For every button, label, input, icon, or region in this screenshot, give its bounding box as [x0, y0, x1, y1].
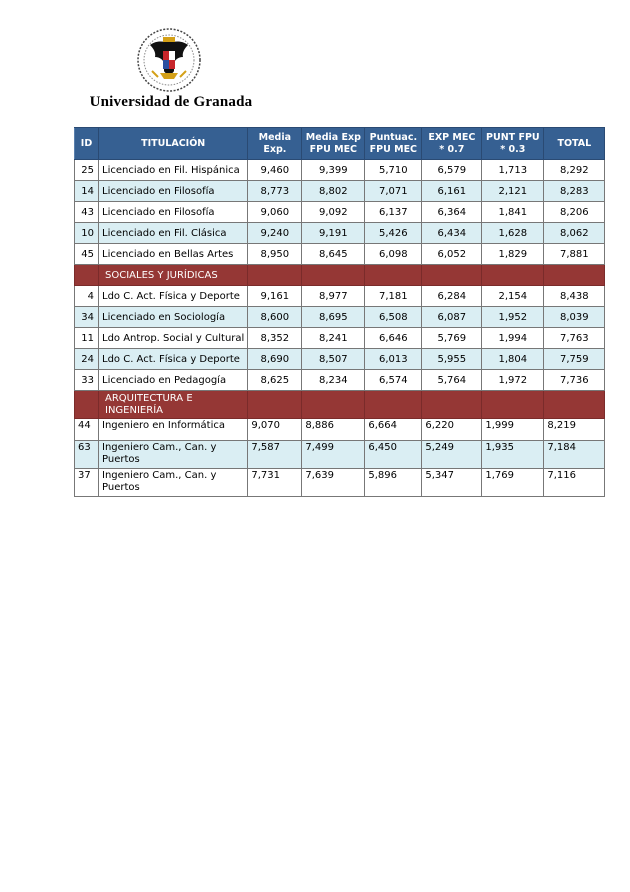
cell-media-exp: 8,773 [248, 181, 302, 202]
cell-media-exp: 9,240 [248, 223, 302, 244]
table-row [75, 223, 605, 244]
cell-id: 14 [75, 181, 99, 202]
column-header-id: ID [75, 128, 99, 160]
cell-punt-fpu-03: 1,935 [482, 441, 544, 469]
university-logo [86, 25, 256, 115]
cell-total: 8,438 [544, 286, 605, 307]
cell-titulacion: Ldo Antrop. Social y Cultural [99, 328, 248, 349]
cell-puntuac-fpu: 6,664 [365, 419, 422, 441]
column-header-punt-fpu-03: PUNT FPU * 0.3 [482, 128, 544, 160]
table-row [75, 181, 605, 202]
cell-media-exp: 8,690 [248, 349, 302, 370]
cell-exp-mec-07: 6,579 [422, 160, 482, 181]
cell-exp-mec-07: 6,284 [422, 286, 482, 307]
cell-id: 45 [75, 244, 99, 265]
cell-titulacion: Licenciado en Bellas Artes [99, 244, 248, 265]
cell-media-exp-fpu: 7,499 [302, 441, 365, 469]
column-header-titulacion: TITULACIÓN [99, 128, 248, 160]
cell-puntuac-fpu: 7,181 [365, 286, 422, 307]
cell-id: 63 [75, 441, 99, 469]
cell-media-exp: 7,587 [248, 441, 302, 469]
cell-media-exp: 9,060 [248, 202, 302, 223]
cell-titulacion: Licenciado en Fil. Clásica [99, 223, 248, 244]
section-cell [302, 391, 365, 419]
cell-media-exp: 8,950 [248, 244, 302, 265]
section-cell [544, 391, 605, 419]
cell-media-exp: 8,600 [248, 307, 302, 328]
cell-total: 8,292 [544, 160, 605, 181]
cell-media-exp: 8,625 [248, 370, 302, 391]
cell-id: 10 [75, 223, 99, 244]
cell-punt-fpu-03: 1,829 [482, 244, 544, 265]
cell-media-exp-fpu: 8,695 [302, 307, 365, 328]
university-seal-icon [136, 27, 202, 93]
cell-titulacion: Ldo C. Act. Física y Deporte [99, 349, 248, 370]
cell-puntuac-fpu: 5,426 [365, 223, 422, 244]
section-header-row [75, 391, 605, 419]
cell-titulacion: Licenciado en Filosofía [99, 181, 248, 202]
section-cell [302, 265, 365, 286]
cell-media-exp-fpu: 9,399 [302, 160, 365, 181]
cell-total: 8,039 [544, 307, 605, 328]
cell-total: 8,062 [544, 223, 605, 244]
table-row [75, 286, 605, 307]
section-label: SOCIALES Y JURÍDICAS [99, 265, 248, 286]
section-cell [365, 265, 422, 286]
cell-exp-mec-07: 5,955 [422, 349, 482, 370]
cell-titulacion: Licenciado en Pedagogía [99, 370, 248, 391]
cell-exp-mec-07: 5,249 [422, 441, 482, 469]
section-cell [422, 391, 482, 419]
cell-media-exp: 9,460 [248, 160, 302, 181]
section-label: ARQUITECTURA E INGENIERÍA [99, 391, 248, 419]
cell-puntuac-fpu: 5,710 [365, 160, 422, 181]
cell-titulacion: Licenciado en Filosofía [99, 202, 248, 223]
cell-punt-fpu-03: 2,154 [482, 286, 544, 307]
cell-puntuac-fpu: 5,896 [365, 469, 422, 497]
cell-punt-fpu-03: 1,972 [482, 370, 544, 391]
cell-punt-fpu-03: 1,952 [482, 307, 544, 328]
cell-punt-fpu-03: 1,713 [482, 160, 544, 181]
cell-titulacion: Ingeniero Cam., Can. y Puertos [99, 441, 248, 469]
cell-puntuac-fpu: 6,137 [365, 202, 422, 223]
section-cell [248, 391, 302, 419]
cell-exp-mec-07: 6,087 [422, 307, 482, 328]
cell-titulacion: Licenciado en Fil. Hispánica [99, 160, 248, 181]
cell-punt-fpu-03: 1,841 [482, 202, 544, 223]
cell-punt-fpu-03: 1,769 [482, 469, 544, 497]
table-row [75, 244, 605, 265]
cell-id: 37 [75, 469, 99, 497]
column-header-total: TOTAL [544, 128, 605, 160]
cell-total: 8,219 [544, 419, 605, 441]
cell-puntuac-fpu: 6,508 [365, 307, 422, 328]
cell-media-exp-fpu: 9,092 [302, 202, 365, 223]
table-row [75, 349, 605, 370]
cell-media-exp-fpu: 9,191 [302, 223, 365, 244]
cell-puntuac-fpu: 6,098 [365, 244, 422, 265]
cell-id: 11 [75, 328, 99, 349]
cell-media-exp-fpu: 8,234 [302, 370, 365, 391]
cell-titulacion: Ingeniero Cam., Can. y Puertos [99, 469, 248, 497]
section-cell [365, 391, 422, 419]
cell-titulacion: Ldo C. Act. Física y Deporte [99, 286, 248, 307]
cell-puntuac-fpu: 6,646 [365, 328, 422, 349]
table-row [75, 160, 605, 181]
cell-media-exp: 9,161 [248, 286, 302, 307]
cell-total: 7,881 [544, 244, 605, 265]
cell-puntuac-fpu: 6,013 [365, 349, 422, 370]
cell-id: 25 [75, 160, 99, 181]
section-cell [75, 391, 99, 419]
cell-punt-fpu-03: 1,994 [482, 328, 544, 349]
cell-total: 7,736 [544, 370, 605, 391]
university-name: Universidad de Granada [89, 94, 253, 110]
cell-puntuac-fpu: 6,574 [365, 370, 422, 391]
ranking-table [74, 127, 605, 497]
cell-media-exp: 7,731 [248, 469, 302, 497]
column-header-media-exp: Media Exp. [248, 128, 302, 160]
table-row [75, 419, 605, 441]
column-header-media-exp-fpu: Media Exp FPU MEC [302, 128, 365, 160]
column-header-puntuac-fpu: Puntuac. FPU MEC [365, 128, 422, 160]
column-header-exp-mec-07: EXP MEC * 0.7 [422, 128, 482, 160]
cell-total: 7,184 [544, 441, 605, 469]
table-row [75, 202, 605, 223]
cell-media-exp-fpu: 8,977 [302, 286, 365, 307]
table-row [75, 307, 605, 328]
cell-media-exp: 8,352 [248, 328, 302, 349]
cell-media-exp-fpu: 8,645 [302, 244, 365, 265]
section-header-row [75, 265, 605, 286]
cell-id: 4 [75, 286, 99, 307]
cell-total: 7,759 [544, 349, 605, 370]
cell-puntuac-fpu: 7,071 [365, 181, 422, 202]
cell-total: 8,206 [544, 202, 605, 223]
cell-id: 34 [75, 307, 99, 328]
cell-exp-mec-07: 6,052 [422, 244, 482, 265]
cell-exp-mec-07: 6,161 [422, 181, 482, 202]
cell-media-exp-fpu: 8,802 [302, 181, 365, 202]
cell-exp-mec-07: 5,769 [422, 328, 482, 349]
cell-exp-mec-07: 6,364 [422, 202, 482, 223]
cell-exp-mec-07: 6,220 [422, 419, 482, 441]
section-cell [544, 265, 605, 286]
cell-media-exp: 9,070 [248, 419, 302, 441]
section-cell [422, 265, 482, 286]
table-header-row [75, 128, 605, 160]
cell-id: 33 [75, 370, 99, 391]
table-row [75, 370, 605, 391]
cell-id: 24 [75, 349, 99, 370]
table-row [75, 328, 605, 349]
cell-puntuac-fpu: 6,450 [365, 441, 422, 469]
cell-media-exp-fpu: 8,241 [302, 328, 365, 349]
section-cell [482, 391, 544, 419]
section-cell [248, 265, 302, 286]
section-cell [75, 265, 99, 286]
cell-punt-fpu-03: 1,804 [482, 349, 544, 370]
cell-titulacion: Licenciado en Sociología [99, 307, 248, 328]
cell-id: 44 [75, 419, 99, 441]
cell-exp-mec-07: 5,764 [422, 370, 482, 391]
section-cell [482, 265, 544, 286]
table-row [75, 469, 605, 497]
cell-media-exp-fpu: 8,507 [302, 349, 365, 370]
cell-total: 7,763 [544, 328, 605, 349]
cell-total: 7,116 [544, 469, 605, 497]
cell-exp-mec-07: 5,347 [422, 469, 482, 497]
cell-media-exp-fpu: 7,639 [302, 469, 365, 497]
cell-punt-fpu-03: 1,999 [482, 419, 544, 441]
table-row [75, 441, 605, 469]
cell-id: 43 [75, 202, 99, 223]
cell-total: 8,283 [544, 181, 605, 202]
cell-media-exp-fpu: 8,886 [302, 419, 365, 441]
cell-titulacion: Ingeniero en Informática [99, 419, 248, 441]
cell-punt-fpu-03: 1,628 [482, 223, 544, 244]
cell-exp-mec-07: 6,434 [422, 223, 482, 244]
cell-punt-fpu-03: 2,121 [482, 181, 544, 202]
